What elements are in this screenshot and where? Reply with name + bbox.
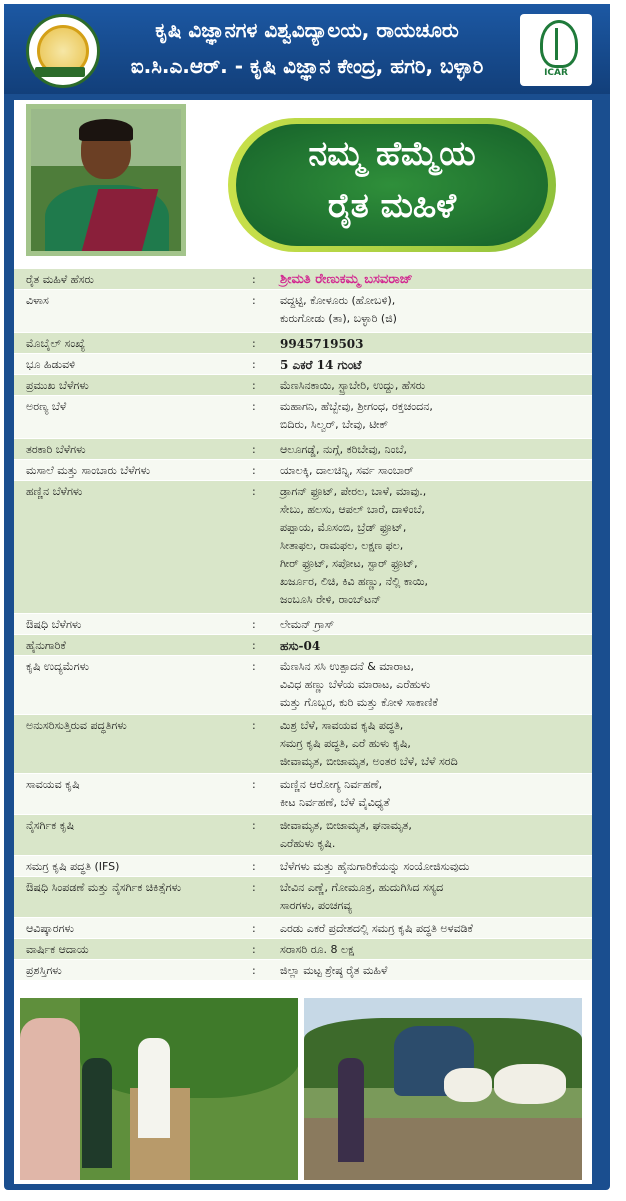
- row-label: ಮೊಬೈಲ್ ಸಂಖ್ಯೆ: [26, 337, 86, 350]
- table-row: ಪ್ರಶಸ್ತಿಗಳು : ಜಿಲ್ಲಾ ಮಟ್ಟ ಶ್ರೇಷ್ಠ ರೈತ ಮಹಿಳೆ: [14, 960, 592, 980]
- row-label: ಅರಣ್ಯ ಬೆಳೆ: [26, 400, 67, 413]
- table-row: ಪ್ರಮುಖ ಬೆಳೆಗಳು : ಮೆಣಸಿನಕಾಯಿ, ಸ್ಟ್ರಾಬೇರಿ, ಉದ್ದು, ಹೆಸರು: [14, 375, 592, 395]
- row-value: ಮೆಣಸಿನ ಸಸಿ ಉತ್ಪಾದನೆ & ಮಾರಾಟ, ವಿವಿಧ ಹಣ್ಣು ಬೆಳೆಯ ಮಾರಾಟ, ಎರೆಹುಳು ಮತ್ತು ಗೊಬ್ಬರ, ಕುರಿ ಮತ್ತು ಕೋಳಿ ಸಾಕಾಣಿಕೆ: [280, 660, 438, 709]
- row-value: ಜಿಲ್ಲಾ ಮಟ್ಟ ಶ್ರೇಷ್ಠ ರೈತ ಮಹಿಳೆ: [280, 964, 388, 977]
- row-value: ಮಿಶ್ರ ಬೆಳೆ, ಸಾವಯವ ಕೃಷಿ ಪದ್ಧತಿ, ಸಮಗ್ರ ಕೃಷಿ ಪದ್ಧತಿ, ಎರೆ ಹುಳು ಕೃಷಿ, ಜೀವಾಮೃತ, ಬೀಜಾಮೃತ, ಅಂತರ ಬೆಳೆ, ಬೆಳೆ ಸರದಿ: [280, 719, 458, 768]
- row-label: ಔಷಧಿ ಬೆಳೆಗಳು: [26, 618, 82, 631]
- row-label: ಅನುಸರಿಸುತ್ತಿರುವ ಪದ್ಧತಿಗಳು: [26, 719, 127, 732]
- row-value: ಮಹಾಗನಿ, ಹೆಬ್ಬೇವು, ಶ್ರೀಗಂಧ, ರಕ್ತಚಂದನ, ಬಿದಿರು, ಸಿಲ್ವರ್, ಬೇವು, ಟೀಕ್: [280, 400, 433, 431]
- table-row: ಹೈನುಗಾರಿಕೆ : ಹಸು-04: [14, 635, 592, 655]
- row-label: ಔಷಧಿ ಸಿಂಪಡಣೆ ಮತ್ತು ನೈಸರ್ಗಿಕ ಚಿಕಿತ್ಸೆಗಳು: [26, 881, 182, 894]
- table-row: ರೈತ ಮಹಿಳೆ ಹೆಸರು : ಶ್ರೀಮತಿ ರೇಣುಕಮ್ಮ ಬಸವರಾಜ್: [14, 269, 592, 289]
- row-value: ಯಾಲಕ್ಕಿ, ದಾಲಚಿನ್ನಿ, ಸರ್ವ ಸಾಂಬಾರ್: [280, 464, 414, 477]
- table-row: ಮಸಾಲೆ ಮತ್ತು ಸಾಂಬಾರು ಬೆಳೆಗಳು : ಯಾಲಕ್ಕಿ, ದಾಲಚಿನ್ನಿ, ಸರ್ವ ಸಾಂಬಾರ್: [14, 460, 592, 480]
- table-row: ಕೃಷಿ ಉದ್ಯಮೆಗಳು : ಮೆಣಸಿನ ಸಸಿ ಉತ್ಪಾದನೆ & ಮಾರಾಟ, ವಿವಿಧ ಹಣ್ಣು ಬೆಳೆಯ ಮಾರಾಟ, ಎರೆಹುಳು ಮತ್ತು ಗೊಬ್ಬರ, ಕುರಿ ಮತ್ತು ಕೋಳಿ ಸಾಕಾಣಿಕೆ: [14, 656, 592, 714]
- row-label: ಹಣ್ಣಿನ ಬೆಳೆಗಳು: [26, 485, 83, 498]
- table-row: ಸಾವಯವ ಕೃಷಿ : ಮಣ್ಣಿನ ಆರೋಗ್ಯ ನಿರ್ವಹಣೆ, ಕೀಟ ನಿರ್ವಹಣೆ, ಬೆಳೆ ವೈವಿಧ್ಯತೆ: [14, 774, 592, 814]
- university-logo-icon: [26, 14, 100, 88]
- row-value: ಆಲೂಗಡ್ಡೆ, ನುಗ್ಗೆ, ಕರಿಬೇವು, ನಿಂಬೆ,: [280, 443, 407, 456]
- table-row: ವಿಳಾಸ : ವದ್ದಟ್ಟಿ, ಕೋಳೂರು (ಹೋಬಳಿ), ಕುರುಗೋಡು (ತಾ), ಬಳ್ಳಾರಿ (ಜಿ): [14, 290, 592, 332]
- row-label: ಭೂ ಹಿಡುವಳಿ: [26, 358, 76, 371]
- table-row: ತರಕಾರಿ ಬೆಳೆಗಳು : ಆಲೂಗಡ್ಡೆ, ನುಗ್ಗೆ, ಕರಿಬೇವು, ನಿಂಬೆ,: [14, 439, 592, 459]
- row-label: ಸಾವಯವ ಕೃಷಿ: [26, 778, 80, 791]
- table-row: ಆವಿಷ್ಕಾರಗಳು : ಎರಡು ಎಕರೆ ಪ್ರದೇಶದಲ್ಲಿ ಸಮಗ್ರ ಕೃಷಿ ಪದ್ಧತಿ ಅಳವಡಿಕೆ: [14, 918, 592, 938]
- field-visit-photo: [20, 998, 298, 1180]
- row-label: ಆವಿಷ್ಕಾರಗಳು: [26, 922, 75, 935]
- row-value: ವದ್ದಟ್ಟಿ, ಕೋಳೂರು (ಹೋಬಳಿ), ಕುರುಗೋಡು (ತಾ), ಬಳ್ಳಾರಿ (ಜಿ): [280, 294, 397, 325]
- banner-line1: ನಮ್ಮ ಹೆಮ್ಮೆಯ: [308, 134, 476, 174]
- header: [4, 4, 610, 94]
- row-label: ಪ್ರಶಸ್ತಿಗಳು: [26, 964, 62, 977]
- row-value: ಮಣ್ಣಿನ ಆರೋಗ್ಯ ನಿರ್ವಹಣೆ, ಕೀಟ ನಿರ್ವಹಣೆ, ಬೆಳೆ ವೈವಿಧ್ಯತೆ: [280, 778, 390, 809]
- row-value: ಜೀವಾಮೃತ, ಬೀಜಾಮೃತ, ಘನಾಮೃತ, ಎರೆಹುಳು ಕೃಷಿ.: [280, 819, 412, 850]
- row-label: ಕೃಷಿ ಉದ್ಯಮೆಗಳು: [26, 660, 90, 673]
- table-row: ಔಷಧಿ ಬೆಳೆಗಳು : ಲೇಮನ್ ಗ್ರಾಸ್: [14, 614, 592, 634]
- row-value: 9945719503: [280, 337, 364, 351]
- table-row: ನೈಸರ್ಗಿಕ ಕೃಷಿ : ಜೀವಾಮೃತ, ಬೀಜಾಮೃತ, ಘನಾಮೃತ, ಎರೆಹುಳು ಕೃಷಿ.: [14, 815, 592, 855]
- header-line1: ಕೃಷಿ ವಿಜ್ಞಾನಗಳ ವಿಶ್ವವಿದ್ಯಾಲಯ, ರಾಯಚೂರು: [155, 18, 459, 42]
- row-value: 5 ಎಕರೆ 14 ಗುಂಟೆ: [280, 358, 362, 372]
- row-label: ಮಸಾಲೆ ಮತ್ತು ಸಾಂಬಾರು ಬೆಳೆಗಳು: [26, 464, 151, 477]
- farmer-portrait-photo: [26, 104, 186, 256]
- row-label: ತರಕಾರಿ ಬೆಳೆಗಳು: [26, 443, 86, 456]
- icar-logo-icon: [520, 14, 592, 86]
- table-row: ಮೊಬೈಲ್ ಸಂಖ್ಯೆ : 9945719503: [14, 333, 592, 353]
- row-value: ಬೆಳೆಗಳು ಮತ್ತು ಹೈನುಗಾರಿಕೆಯನ್ನು ಸಂಯೋಜಿಸುವುದು: [280, 860, 470, 873]
- livestock-photo: [304, 998, 582, 1180]
- row-value: ಬೇವಿನ ಎಣ್ಣೆ, ಗೋಮೂತ್ರ, ಹುದುಗಿಸಿದ ಸಸ್ಯದ ಸಾರಗಳು, ಪಂಚಗವ್ಯ: [280, 881, 444, 912]
- icar-logo-text: ICAR: [544, 68, 568, 78]
- row-value: ಎರಡು ಎಕರೆ ಪ್ರದೇಶದಲ್ಲಿ ಸಮಗ್ರ ಕೃಷಿ ಪದ್ಧತಿ ಅಳವಡಿಕೆ: [280, 922, 473, 935]
- table-row: ಔಷಧಿ ಸಿಂಪಡಣೆ ಮತ್ತು ನೈಸರ್ಗಿಕ ಚಿಕಿತ್ಸೆಗಳು : ಬೇವಿನ ಎಣ್ಣೆ, ಗೋಮೂತ್ರ, ಹುದುಗಿಸಿದ ಸಸ್ಯದ ಸಾರಗಳು, ಪಂಚಗವ್ಯ: [14, 877, 592, 917]
- banner-line2: ರೈತ ಮಹಿಳೆ: [327, 186, 457, 226]
- header-line2: ಐ.ಸಿ.ಎ.ಆರ್. - ಕೃಷಿ ವಿಜ್ಞಾನ ಕೇಂದ್ರ, ಹಗರಿ, ಬಳ್ಳಾರಿ: [130, 54, 484, 78]
- row-value: ಹಸು-04: [280, 639, 321, 653]
- row-label: ರೈತ ಮಹಿಳೆ ಹೆಸರು: [26, 273, 94, 286]
- row-label: ಸಮಗ್ರ ಕೃಷಿ ಪದ್ಧತಿ (IFS): [26, 860, 120, 873]
- row-value: ಲೇಮನ್ ಗ್ರಾಸ್: [280, 618, 335, 631]
- row-label: ಪ್ರಮುಖ ಬೆಳೆಗಳು: [26, 379, 89, 392]
- row-label: ವಾರ್ಷಿಕ ಆದಾಯ: [26, 943, 89, 956]
- row-value: ಸರಾಸರಿ ರೂ. 8 ಲಕ್ಷ: [280, 943, 355, 956]
- profile-table: [14, 269, 592, 994]
- row-value: ಶ್ರೀಮತಿ ರೇಣುಕಮ್ಮ ಬಸವರಾಜ್: [280, 272, 413, 287]
- table-row: ಅರಣ್ಯ ಬೆಳೆ : ಮಹಾಗನಿ, ಹೆಬ್ಬೇವು, ಶ್ರೀಗಂಧ, ರಕ್ತಚಂದನ, ಬಿದಿರು, ಸಿಲ್ವರ್, ಬೇವು, ಟೀಕ್: [14, 396, 592, 438]
- table-row: ಭೂ ಹಿಡುವಳಿ : 5 ಎಕರೆ 14 ಗುಂಟೆ: [14, 354, 592, 374]
- row-label: ವಿಳಾಸ: [26, 294, 49, 307]
- table-row: ಹಣ್ಣಿನ ಬೆಳೆಗಳು : ಡ್ರಾಗನ್ ಫ್ರೂಟ್, ಪೇರಲ, ಬಾಳೆ, ಮಾವು., ಸೇಬು, ಹಲಸು, ಆಪಲ್ ಬಾರೆ, ದಾಳಿಂಬೆ, ಪಪ್ಪಾಯ, ಮೊಸಂಬಿ, ಬ್ರೆಡ್ ಫ್ರೂಟ್, ಸೀತಾಫಲ, ರಾಮಫಲ, ಲಕ್ಷಣ ಫಲ, ಗೀರ್ ಫ್ರೂಟ್, ಸಪೋಟ, ಸ್ಟಾರ್ ಫ್ರೂಟ್, ಖರ್ಜೂರ, ಲಿಚಿ, ಕಿವಿ ಹಣ್ಣು, ನೆಲ್ಲಿ ಕಾಯಿ, ಜಂಬೂಸಿ ರೇಳಿ, ರಾಂಬ್‌ಟನ್: [14, 481, 592, 613]
- row-label: ನೈಸರ್ಗಿಕ ಕೃಷಿ: [26, 819, 75, 832]
- table-row: ಸಮಗ್ರ ಕೃಷಿ ಪದ್ಧತಿ (IFS) : ಬೆಳೆಗಳು ಮತ್ತು ಹೈನುಗಾರಿಕೆಯನ್ನು ಸಂಯೋಜಿಸುವುದು: [14, 856, 592, 876]
- table-row: ಅನುಸರಿಸುತ್ತಿರುವ ಪದ್ಧತಿಗಳು : ಮಿಶ್ರ ಬೆಳೆ, ಸಾವಯವ ಕೃಷಿ ಪದ್ಧತಿ, ಸಮಗ್ರ ಕೃಷಿ ಪದ್ಧತಿ, ಎರೆ ಹುಳು ಕೃಷಿ, ಜೀವಾಮೃತ, ಬೀಜಾಮೃತ, ಅಂತರ ಬೆಳೆ, ಬೆಳೆ ಸರದಿ: [14, 715, 592, 773]
- row-label: ಹೈನುಗಾರಿಕೆ: [26, 639, 66, 652]
- table-row: ವಾರ್ಷಿಕ ಆದಾಯ : ಸರಾಸರಿ ರೂ. 8 ಲಕ್ಷ: [14, 939, 592, 959]
- row-value: ಮೆಣಸಿನಕಾಯಿ, ಸ್ಟ್ರಾಬೇರಿ, ಉದ್ದು, ಹೆಸರು: [280, 379, 426, 392]
- row-value: ಡ್ರಾಗನ್ ಫ್ರೂಟ್, ಪೇರಲ, ಬಾಳೆ, ಮಾವು., ಸೇಬು, ಹಲಸು, ಆಪಲ್ ಬಾರೆ, ದಾಳಿಂಬೆ, ಪಪ್ಪಾಯ, ಮೊಸಂಬಿ, ಬ್ರೆಡ್ ಫ್ರೂಟ್, ಸೀತಾಫಲ, ರಾಮಫಲ, ಲಕ್ಷಣ ಫಲ, ಗೀರ್ ಫ್ರೂಟ್, ಸಪೋಟ, ಸ್ಟಾರ್ ಫ್ರೂಟ್, ಖರ್ಜೂರ, ಲಿಚಿ, ಕಿವಿ ಹಣ್ಣು, ನೆಲ್ಲಿ ಕಾಯಿ, ಜಂಬೂಸಿ ರೇಳಿ, ರಾಂಬ್‌ಟನ್: [280, 485, 429, 606]
